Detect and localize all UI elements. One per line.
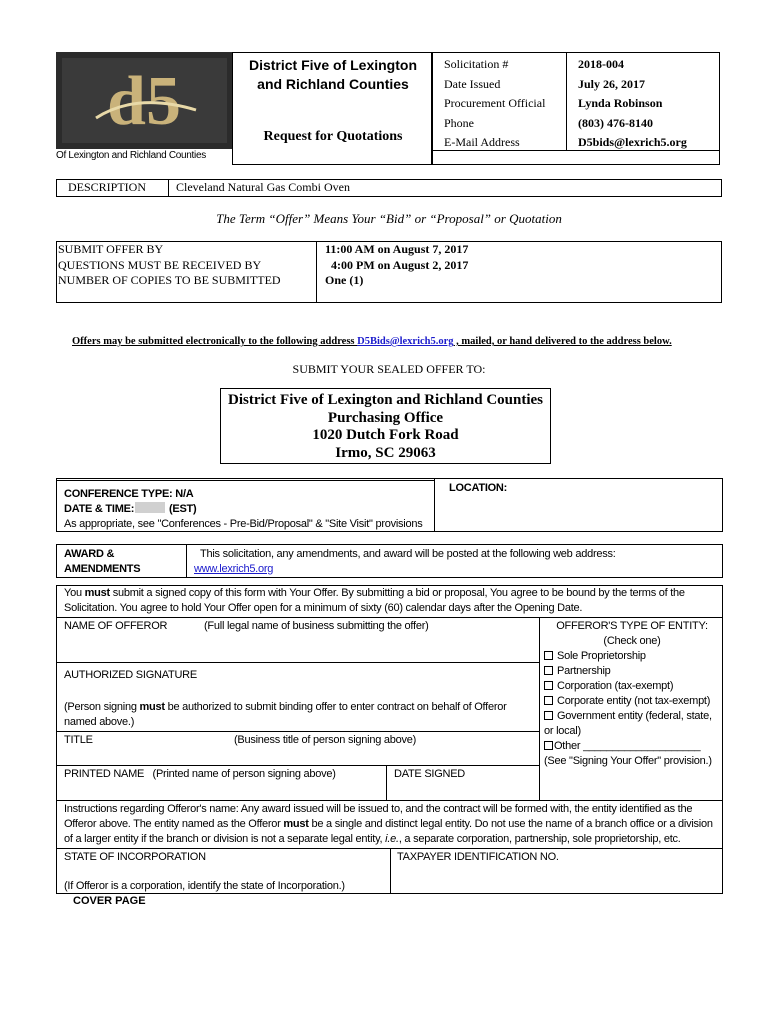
authorized-signature-field[interactable] (60, 684, 534, 698)
title-hint: (Business title of person signing above) (234, 734, 416, 746)
address-line: District Five of Lexington and Richland Counties (227, 392, 543, 408)
title-field[interactable] (60, 749, 534, 763)
submission-values (325, 242, 468, 289)
checkbox[interactable] (544, 681, 553, 690)
entity-subheading: (Check one) (603, 635, 661, 647)
redacted-date (135, 502, 165, 513)
date-signed-field[interactable] (390, 783, 534, 798)
bids-email-link[interactable]: D5Bids@lexrich5.org (357, 336, 454, 347)
address-line: Irmo, SC 29063 (335, 444, 436, 461)
printed-name-field[interactable] (60, 783, 382, 798)
description-value: Cleveland Natural Gas Combi Oven (176, 180, 350, 194)
svg-text:d5: d5 (107, 63, 181, 140)
offeror-name-field[interactable] (60, 636, 534, 660)
checkbox[interactable] (544, 666, 553, 675)
logo (56, 52, 233, 149)
district-title: District Five of Lexington and Richland Counties (248, 57, 417, 92)
rfq-title: Request for Quotations (263, 129, 403, 144)
copies-value: One (1) (325, 273, 364, 288)
location-label: LOCATION: (449, 482, 508, 494)
address-line: Purchasing Office (327, 409, 444, 426)
entity-option-corporate-entity[interactable]: Corporate entity (not tax-exempt) (544, 694, 720, 709)
address-line: 1020 Dutch Fork Road (312, 427, 459, 444)
award-label: AWARD & AMENDMENTS (64, 548, 141, 575)
checkbox[interactable] (544, 651, 553, 660)
offeror-name-hint: (Full legal name of business submitting the offer) (204, 620, 429, 632)
procurement-email-link[interactable]: D5bids@lexrich5.org (578, 135, 687, 150)
person-signing-note: (Person signing must be authorized to submit binding offer to enter contract on behalf of Offeror named above.) (64, 701, 507, 728)
questions-value: 4:00 PM on August 2, 2017 (331, 257, 469, 272)
conference-note: As appropriate, see "Conferences - Pre-Bid/Proposal" & "Site Visit" provisions (64, 518, 423, 530)
entity-type-panel (544, 619, 720, 769)
questions-label: QUESTIONS MUST BE RECEIVED BY (58, 257, 262, 272)
logo-caption: Of Lexington and Richland Counties (56, 150, 206, 161)
submit-offer-value: 11:00 AM on August 7, 2017 (325, 242, 469, 256)
entity-footnote: (See "Signing Your Offer" provision.) (544, 755, 712, 767)
taxpayer-id-field[interactable] (394, 866, 718, 890)
sealed-offer-heading: SUBMIT YOUR SEALED OFFER TO: (292, 362, 486, 376)
entity-option-corporation[interactable]: Corporation (tax-exempt) (544, 679, 720, 694)
offer-term-note: The Term “Offer” Means Your “Bid” or “Proposal” or Quotation (216, 211, 562, 226)
conference-date: DATE & TIME: (EST) (64, 503, 197, 515)
description-row (56, 179, 722, 197)
district-five-logo-icon (56, 52, 233, 149)
date-signed-label: DATE SIGNED (394, 768, 466, 780)
checkbox[interactable] (544, 741, 553, 750)
conference-details (64, 487, 422, 532)
title-label: TITLE (64, 734, 93, 746)
info-row: E-Mail Address D5bids@lexrich5.org (444, 135, 687, 150)
cover-page-footer: COVER PAGE (73, 895, 146, 907)
offeror-name-label: NAME OF OFFEROR (64, 620, 168, 632)
award-description: This solicitation, any amendments, and award will be posted at the following web address: (200, 548, 616, 560)
info-row: Procurement Official Lynda Robinson (444, 96, 663, 111)
entity-heading: OFFEROR'S TYPE OF ENTITY: (556, 620, 708, 632)
entity-option-government[interactable]: Government entity (federal, state, or local) (544, 710, 712, 737)
authorized-signature-label: AUTHORIZED SIGNATURE (64, 669, 197, 681)
lexrich5-website-link[interactable]: www.lexrich5.org (194, 563, 274, 575)
description-label: DESCRIPTION (68, 180, 147, 194)
electronic-submission-notice: Offers may be submitted electronically to the following address D5Bids@lexrich5.org , mailed, or hand delivered to the address below. (72, 336, 672, 347)
award-text (194, 547, 714, 577)
info-row: Date Issued July 26, 2017 (444, 76, 646, 91)
address-block (220, 392, 551, 462)
offeror-name-instructions: Instructions regarding Offeror's name: Any award issued will be issued to, and the contract will be formed with, the entity identified as the Offeror above. The entity named as the Offeror must be a single and distinct legal entity. Do not use the name of a branch office or a division of a larger entity if the branch or division is not a separate legal entity, i.e., a separate corporation, partnership, sole proprietorship, etc. (64, 803, 713, 845)
copies-label: NUMBER OF COPIES TO BE SUBMITTED (58, 273, 281, 288)
state-incorporation-label: STATE OF INCORPORATION (64, 851, 206, 863)
state-incorporation-field[interactable] (60, 866, 386, 878)
submit-offer-label: SUBMIT OFFER BY (58, 242, 164, 256)
info-row: Solicitation # 2018-004 (444, 57, 624, 71)
submission-labels (58, 242, 281, 289)
entity-option-sole[interactable]: Sole Proprietorship (544, 649, 720, 664)
state-incorporation-hint: (If Offeror is a corporation, identify the state of Incorporation.) (64, 880, 345, 892)
entity-option-partnership[interactable]: Partnership (544, 664, 720, 679)
printed-name-label: PRINTED NAME (Printed name of person signing above) (64, 768, 336, 780)
checkbox[interactable] (544, 711, 553, 720)
entity-option-other[interactable]: Other ____________________ (544, 739, 720, 754)
taxpayer-id-label: TAXPAYER IDENTIFICATION NO. (397, 851, 559, 863)
checkbox[interactable] (544, 696, 553, 705)
info-rows (444, 55, 714, 153)
info-row: Phone (803) 476-8140 (444, 115, 653, 130)
signing-intro: You must submit a signed copy of this form with Your Offer. By submitting a bid or proposal, You agree to be bound by the terms of the Solicitation. You agree to hold Your Offer open for a minimum of sixty (60) calendar days after the Opening Date. (64, 587, 685, 614)
conference-type: CONFERENCE TYPE: N/A (64, 488, 194, 500)
